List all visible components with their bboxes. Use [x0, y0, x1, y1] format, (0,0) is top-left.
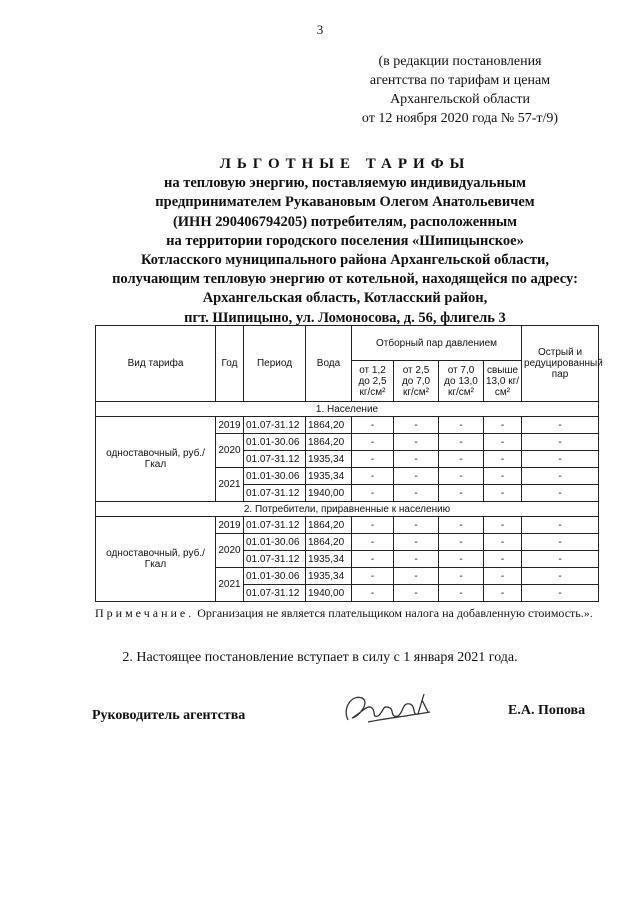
value-cell: -: [484, 485, 522, 502]
value-cell: -: [522, 534, 599, 551]
value-cell: -: [484, 568, 522, 585]
value-cell: -: [352, 585, 394, 602]
period-cell: 01.01-30.06: [244, 568, 306, 585]
value-cell: -: [352, 451, 394, 468]
period-cell: 01.07-31.12: [244, 451, 306, 468]
value-cell: -: [522, 517, 599, 534]
water-cell: 1864,20: [306, 434, 352, 451]
value-cell: -: [484, 534, 522, 551]
value-cell: -: [394, 485, 439, 502]
value-cell: -: [484, 434, 522, 451]
value-cell: -: [394, 417, 439, 434]
value-cell: -: [522, 485, 599, 502]
value-cell: -: [484, 417, 522, 434]
water-cell: 1864,20: [306, 534, 352, 551]
value-cell: -: [522, 551, 599, 568]
header-pressure: от 7,0 до 13,0 кг/см²: [439, 361, 484, 402]
water-cell: 1940,00: [306, 585, 352, 602]
water-cell: 1864,20: [306, 417, 352, 434]
tariff-type-cell: одноставочный, руб./Гкал: [96, 417, 216, 502]
signatory-name: Е.А. Попова: [508, 703, 586, 718]
value-cell: -: [484, 451, 522, 468]
title-line: пгт. Шипицыно, ул. Ломоносова, д. 56, флигель 3: [184, 309, 506, 326]
value-cell: -: [522, 468, 599, 485]
title-line: получающим тепловую энергию от котельной, находящейся по адресу:: [112, 271, 578, 288]
value-cell: -: [439, 434, 484, 451]
period-cell: 01.07-31.12: [244, 485, 306, 502]
value-cell: -: [522, 417, 599, 434]
header-sharp-steam: Острый и редуцированный пар: [522, 326, 599, 402]
value-cell: -: [484, 517, 522, 534]
note-label: Примечание.: [95, 606, 195, 620]
tariff-type-cell: одноставочный, руб./Гкал: [96, 517, 216, 602]
period-cell: 01.01-30.06: [244, 534, 306, 551]
period-cell: 01.07-31.12: [244, 551, 306, 568]
signatory-position: Руководитель агентства: [92, 708, 246, 723]
value-cell: -: [484, 468, 522, 485]
value-cell: -: [439, 485, 484, 502]
water-cell: 1864,20: [306, 517, 352, 534]
value-cell: -: [352, 534, 394, 551]
value-cell: -: [394, 434, 439, 451]
period-cell: 01.07-31.12: [244, 517, 306, 534]
title-main: ЛЬГОТНЫЕ ТАРИФЫ: [219, 156, 471, 172]
period-cell: 01.01-30.06: [244, 468, 306, 485]
section-row: [96, 402, 599, 417]
value-cell: -: [394, 534, 439, 551]
header-pressure: от 2,5 до 7,0 кг/см²: [394, 361, 439, 402]
redaction-line: (в редакции постановления: [378, 54, 542, 69]
header-tariff-type: Вид тарифа: [96, 326, 216, 402]
page-number: 3: [316, 22, 324, 37]
year-cell: 2019: [216, 417, 244, 434]
title-line: (ИНН 290406794205) потребителям, расположенным: [172, 213, 518, 230]
value-cell: -: [352, 551, 394, 568]
value-cell: -: [522, 451, 599, 468]
value-cell: -: [352, 468, 394, 485]
value-cell: -: [394, 585, 439, 602]
title-line: на тепловую энергию, поставляемую индивидуальным: [163, 175, 527, 192]
year-cell: 2020: [216, 434, 244, 468]
section-title: 1. Население: [96, 402, 599, 417]
header-pressure: от 1,2 до 2,5 кг/см²: [352, 361, 394, 402]
table-row: [96, 417, 599, 434]
water-cell: 1935,34: [306, 568, 352, 585]
header-period: Период: [244, 326, 306, 402]
table-header-row: [96, 326, 599, 361]
period-cell: 01.07-31.12: [244, 417, 306, 434]
redaction-line: Архангельской области: [390, 92, 530, 107]
note-text: Организация не является плательщиком налога на добавленную стоимость.».: [197, 606, 593, 620]
header-year: Год: [216, 326, 244, 402]
value-cell: -: [439, 417, 484, 434]
value-cell: -: [439, 534, 484, 551]
value-cell: -: [394, 468, 439, 485]
redaction-line: агентства по тарифам и ценам: [369, 73, 551, 88]
section-row: [96, 502, 599, 517]
water-cell: 1935,34: [306, 551, 352, 568]
water-cell: 1935,34: [306, 451, 352, 468]
value-cell: -: [439, 551, 484, 568]
value-cell: -: [352, 434, 394, 451]
year-cell: 2019: [216, 517, 244, 534]
value-cell: -: [484, 585, 522, 602]
value-cell: -: [439, 568, 484, 585]
value-cell: -: [394, 568, 439, 585]
value-cell: -: [352, 485, 394, 502]
value-cell: -: [394, 451, 439, 468]
header-steam: Отборный пар давлением: [352, 326, 522, 361]
value-cell: -: [352, 568, 394, 585]
value-cell: -: [352, 517, 394, 534]
tariff-table: [95, 325, 603, 602]
period-cell: 01.07-31.12: [244, 585, 306, 602]
header-pressure: свыше 13,0 кг/см²: [484, 361, 522, 402]
value-cell: -: [439, 585, 484, 602]
header-water: Вода: [306, 326, 352, 402]
value-cell: -: [394, 517, 439, 534]
value-cell: -: [439, 517, 484, 534]
value-cell: -: [522, 568, 599, 585]
title-line: на территории городского поселения «Шипицынское»: [166, 232, 524, 249]
value-cell: -: [484, 551, 522, 568]
title-line: Котласского муниципального района Архангельской области,: [140, 252, 550, 269]
section-title: 2. Потребители, приравненные к населению: [96, 502, 599, 517]
period-cell: 01.01-30.06: [244, 434, 306, 451]
water-cell: 1935,34: [306, 468, 352, 485]
value-cell: -: [522, 434, 599, 451]
table-note: [95, 605, 600, 621]
redaction-note: [330, 52, 590, 128]
value-cell: -: [394, 551, 439, 568]
value-cell: -: [439, 468, 484, 485]
year-cell: 2021: [216, 568, 244, 602]
value-cell: -: [522, 585, 599, 602]
document-title: [60, 155, 630, 328]
effective-date-clause: 2. Настоящее постановление вступает в силу с 1 января 2021 года.: [122, 650, 518, 665]
value-cell: -: [439, 451, 484, 468]
year-cell: 2021: [216, 468, 244, 502]
value-cell: -: [352, 417, 394, 434]
title-line: предпринимателем Рукавановым Олегом Анатольевичем: [155, 194, 535, 211]
handwritten-signature: [338, 682, 438, 732]
redaction-line: от 12 ноября 2020 года № 57-т/9): [361, 111, 559, 126]
table-row: [96, 517, 599, 534]
year-cell: 2020: [216, 534, 244, 568]
water-cell: 1940,00: [306, 485, 352, 502]
title-line: Архангельская область, Котласский район,: [202, 290, 488, 307]
